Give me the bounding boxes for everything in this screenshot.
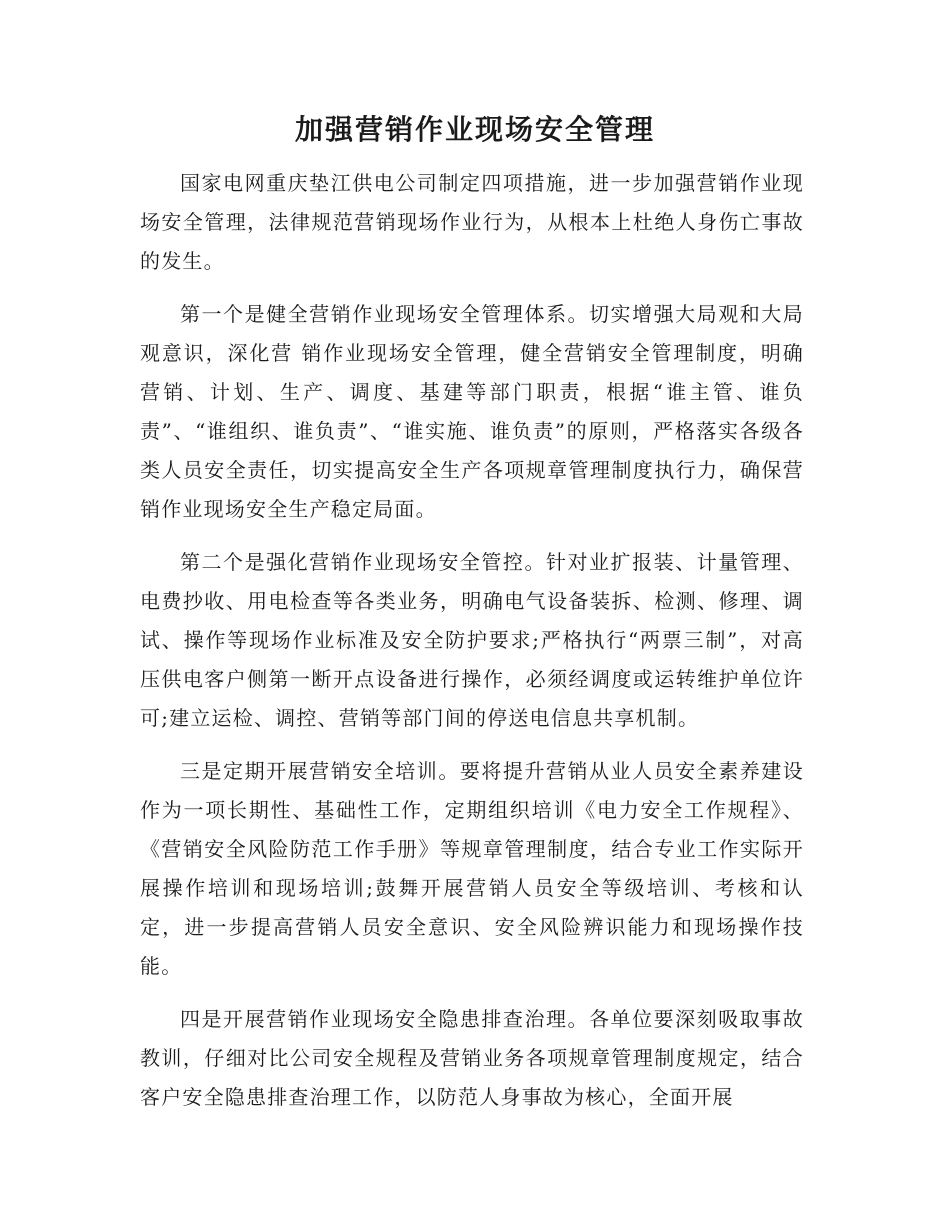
paragraph-measure-3: 三是定期开展营销安全培训。要将提升营销从业人员安全素养建设作为一项长期性、基础性工作，定期组织培训《电力安全工作规程》、《营销安全风险防范工作手册》等规章管理制度，结合专业工作实际开展操作培训和现场培训;鼓舞开展营销人员安全等级培训、考核和认定，进一步提高营销人员安全意识、安全风险辨识能力和现场操作技能。 — [140, 759, 804, 978]
document-title: 加强营销作业现场安全管理 — [294, 113, 655, 146]
document-body — [140, 164, 804, 1131]
paragraph-intro: 国家电网重庆垫江供电公司制定四项措施，进一步加强营销作业现场安全管理，法律规范营销现场作业行为，从根本上杜绝人身伤亡事故的发生。 — [140, 171, 804, 273]
paragraph-measure-4: 四是开展营销作业现场安全隐患排查治理。各单位要深刻吸取事故教训，仔细对比公司安全规程及营销业务各项规章管理制度规定，结合客户安全隐患排查治理工作，以防范人身事故为核心，全面开展 — [140, 1007, 804, 1109]
paragraph-measure-2: 第二个是强化营销作业现场安全管控。针对业扩报装、计量管理、电费抄收、用电检查等各类业务，明确电气设备装拆、检测、修理、调试、操作等现场作业标准及安全防护要求;严格执行“两票三制”，对高压供电客户侧第一断开点设备进行操作，必须经调度或运转维护单位许可;建立运检、调控、营销等部门间的停送电信息共享机制。 — [140, 550, 804, 730]
paragraph-measure-1: 第一个是健全营销作业现场安全管理体系。切实增强大局观和大局观意识，深化营 销作业现场安全管理，健全营销安全管理制度，明确营销、计划、生产、调度、基建等部门职责，根据“谁主管、谁负责”、“谁组织、谁负责”、“谁实施、谁负责”的原则，严格落实各级各类人员安全责任，切实提高安全生产各项规章管理制度执行力，确保营销作业现场安全生产稳定局面。 — [140, 302, 804, 521]
